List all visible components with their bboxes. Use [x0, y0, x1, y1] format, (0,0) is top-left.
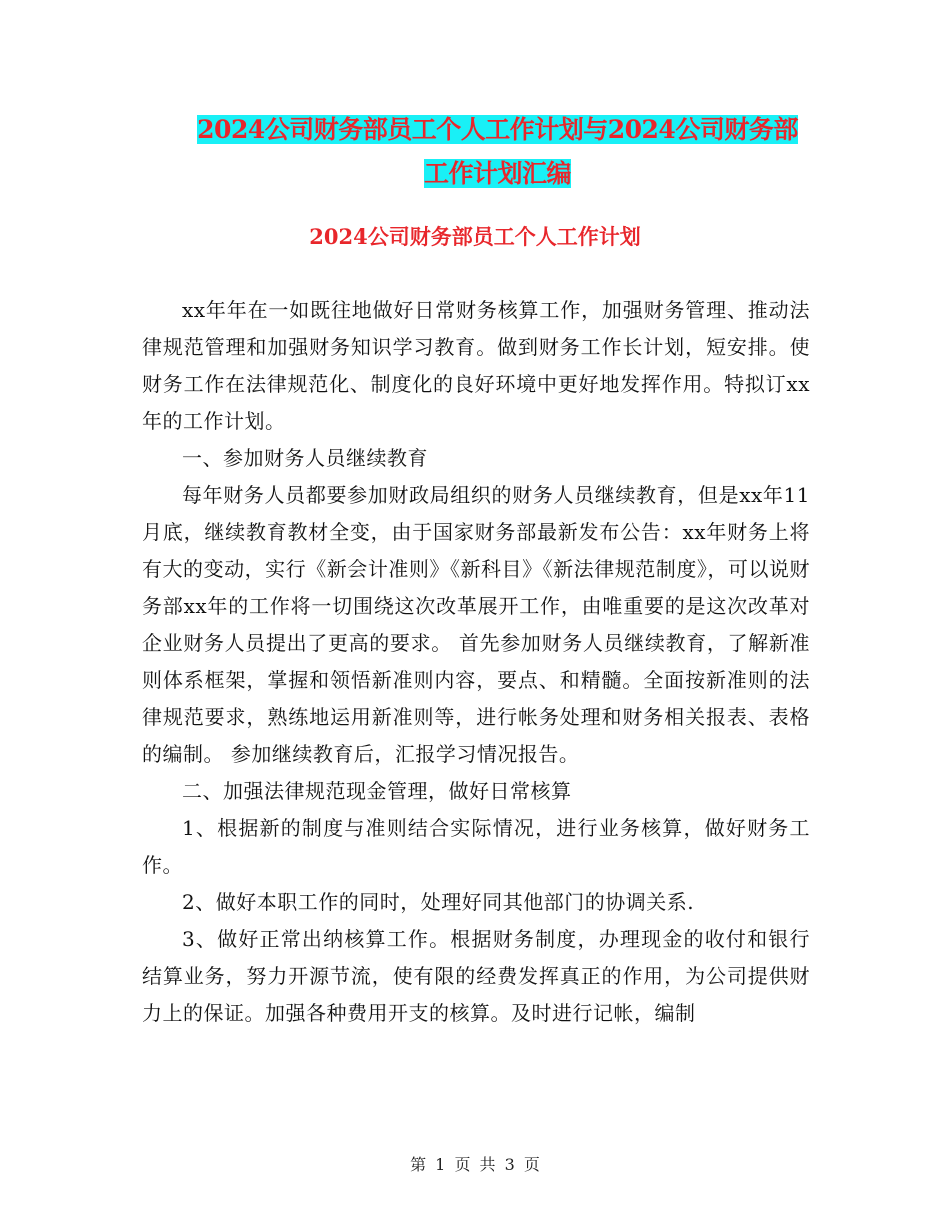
- paragraph-intro: xx年年在一如既往地做好日常财务核算工作，加强财务管理、推动法律规范管理和加强财务知识学习教育。做到财务工作长计划，短安排。使财务工作在法律规范化、制度化的良好环境中更好地发挥作用。特拟订xx年的工作计划。: [142, 298, 810, 433]
- paragraph-item-2: 2、做好本职工作的同时，处理好同其他部门的协调关系.: [182, 890, 695, 914]
- document-title-line-1: 2024公司财务部员工个人工作计划与2024公司财务部: [197, 115, 798, 144]
- document-title: [140, 108, 855, 196]
- paragraph-item-1: 1、根据新的制度与准则结合实际情况，进行业务核算，做好财务工作。: [142, 816, 810, 877]
- page-number-footer: 第 1 页 共 3 页: [410, 1155, 540, 1174]
- heading-section-2: 二、加强法律规范现金管理，做好日常核算: [182, 779, 572, 803]
- paragraph-item-3: 3、做好正常出纳核算工作。根据财务制度，办理现金的收付和银行结算业务，努力开源节流，使有限的经费发挥真正的作用，为公司提供财力上的保证。加强各种费用开支的核算。及时进行记帐，编制: [142, 927, 810, 1025]
- section-title: 2024公司财务部员工个人工作计划: [309, 224, 641, 249]
- paragraph-section-1: 每年财务人员都要参加财政局组织的财务人员继续教育，但是xx年11月底，继续教育教材全变，由于国家财务部最新发布公告：xx年财务上将有大的变动，实行《新会计准则》《新科目》《新法律规范制度》，可以说财务部xx年的工作将一切围绕这次改革展开工作，由唯重要的是这次改革对企业财务人员提出了更高的要求。 首先参加财务人员继续教育，了解新准则体系框架，掌握和领悟新准则内容，要点、和精髓。全面按新准则的法律规范要求，熟练地运用新准则等，进行帐务处理和财务相关报表、表格的编制。 参加继续教育后，汇报学习情况报告。: [142, 483, 810, 766]
- document-body: [142, 292, 810, 1032]
- document-title-line-2: 工作计划汇编: [423, 159, 571, 188]
- heading-section-1: 一、参加财务人员继续教育: [182, 446, 428, 470]
